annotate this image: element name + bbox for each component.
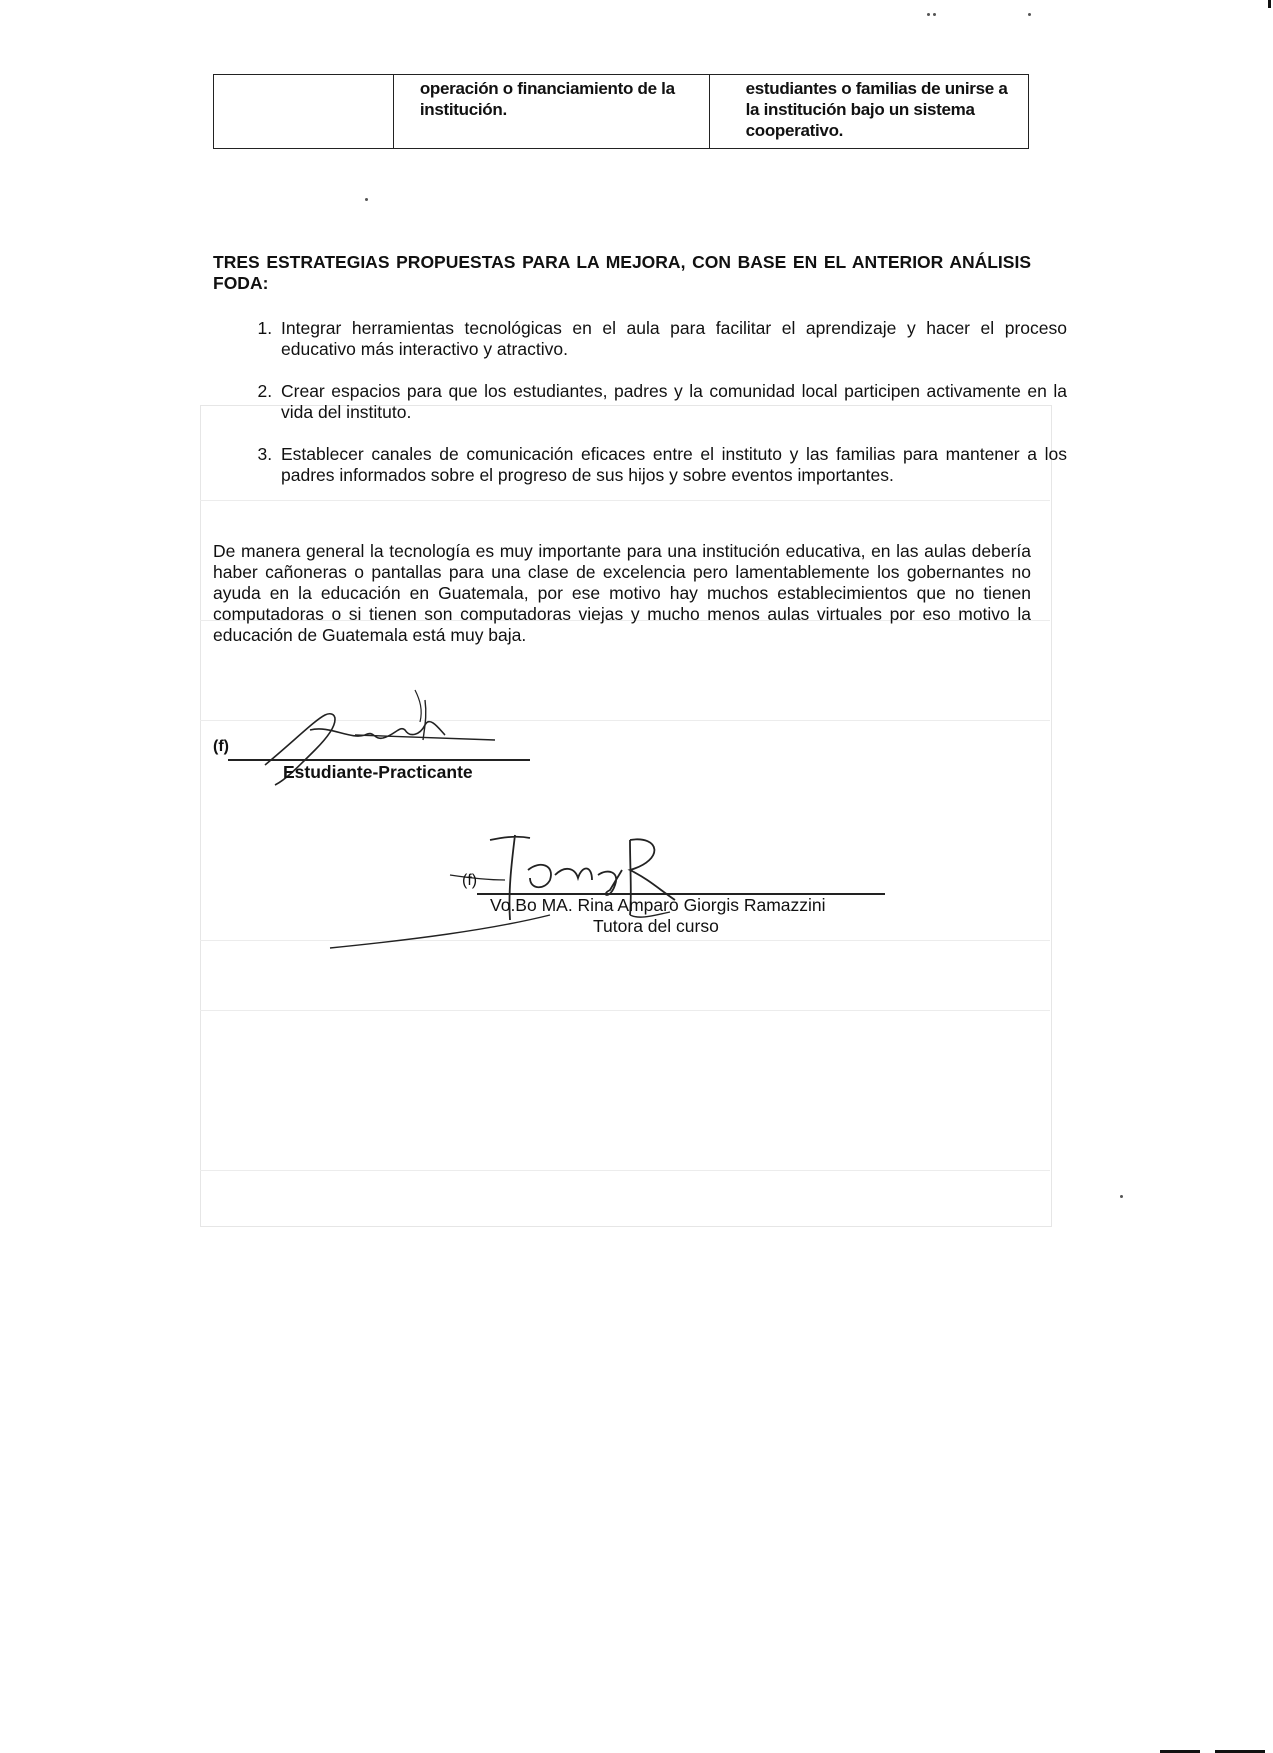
scan-edge-mark	[1268, 0, 1271, 8]
scan-speck	[365, 198, 368, 201]
list-item: 2. Crear espacios para que los estudiantes, padres y la comunidad local participen activamente en la vida del instituto.	[277, 381, 1067, 423]
table-cell	[214, 75, 394, 149]
signature-prefix: (f)	[213, 738, 229, 755]
signature-prefix: (f)	[462, 872, 478, 889]
list-item: 1. Integrar herramientas tecnológicas en el aula para facilitar el aprendizaje y hacer el proceso educativo más interactivo y atractivo.	[277, 318, 1067, 360]
bleed-through-line	[200, 1170, 1050, 1171]
bleed-through-table	[200, 405, 1052, 1227]
table-row	[214, 75, 1029, 149]
signer-role: Tutora del curso	[593, 916, 719, 936]
bleed-through-line	[200, 1010, 1050, 1011]
scan-speck	[1028, 13, 1031, 16]
continuation-table	[213, 74, 1029, 149]
table-cell: estudiantes o familias de unirse a la institución bajo un sistema cooperativo.	[709, 75, 1028, 149]
summary-paragraph: De manera general la tecnología es muy importante para una institución educativa, en las aulas debería haber cañoneras o pantallas para una clase de excelencia pero lamentablemente los gobernantes no ayuda en la educación en Guatemala, por ese motivo hay muchos establecimientos que no tienen computadoras o si tienen son computadoras viejas y mucho menos aulas virtuales por eso motivo la educación de Guatemala está muy baja.	[213, 541, 1031, 645]
signature-label: Estudiante-Practicante	[283, 762, 473, 782]
tutor-signature	[330, 820, 750, 960]
section-heading: TRES ESTRATEGIAS PROPUESTAS PARA LA MEJORA, CON BASE EN EL ANTERIOR ANÁLISIS FODA:	[213, 252, 1031, 293]
signature-line	[228, 759, 530, 761]
signer-name: Vo.Bo MA. Rina Amparo Giorgis Ramazzini	[490, 895, 826, 915]
strategies-list	[243, 318, 1067, 507]
table-cell: operación o financiamiento de la institución.	[393, 75, 709, 149]
scan-speck	[1120, 1195, 1123, 1198]
scan-speck	[933, 13, 936, 16]
scan-speck	[927, 13, 930, 16]
list-item: 3. Establecer canales de comunicación eficaces entre el instituto y las familias para mantener a los padres informados sobre el progreso de sus hijos y sobre eventos importantes.	[277, 444, 1067, 486]
